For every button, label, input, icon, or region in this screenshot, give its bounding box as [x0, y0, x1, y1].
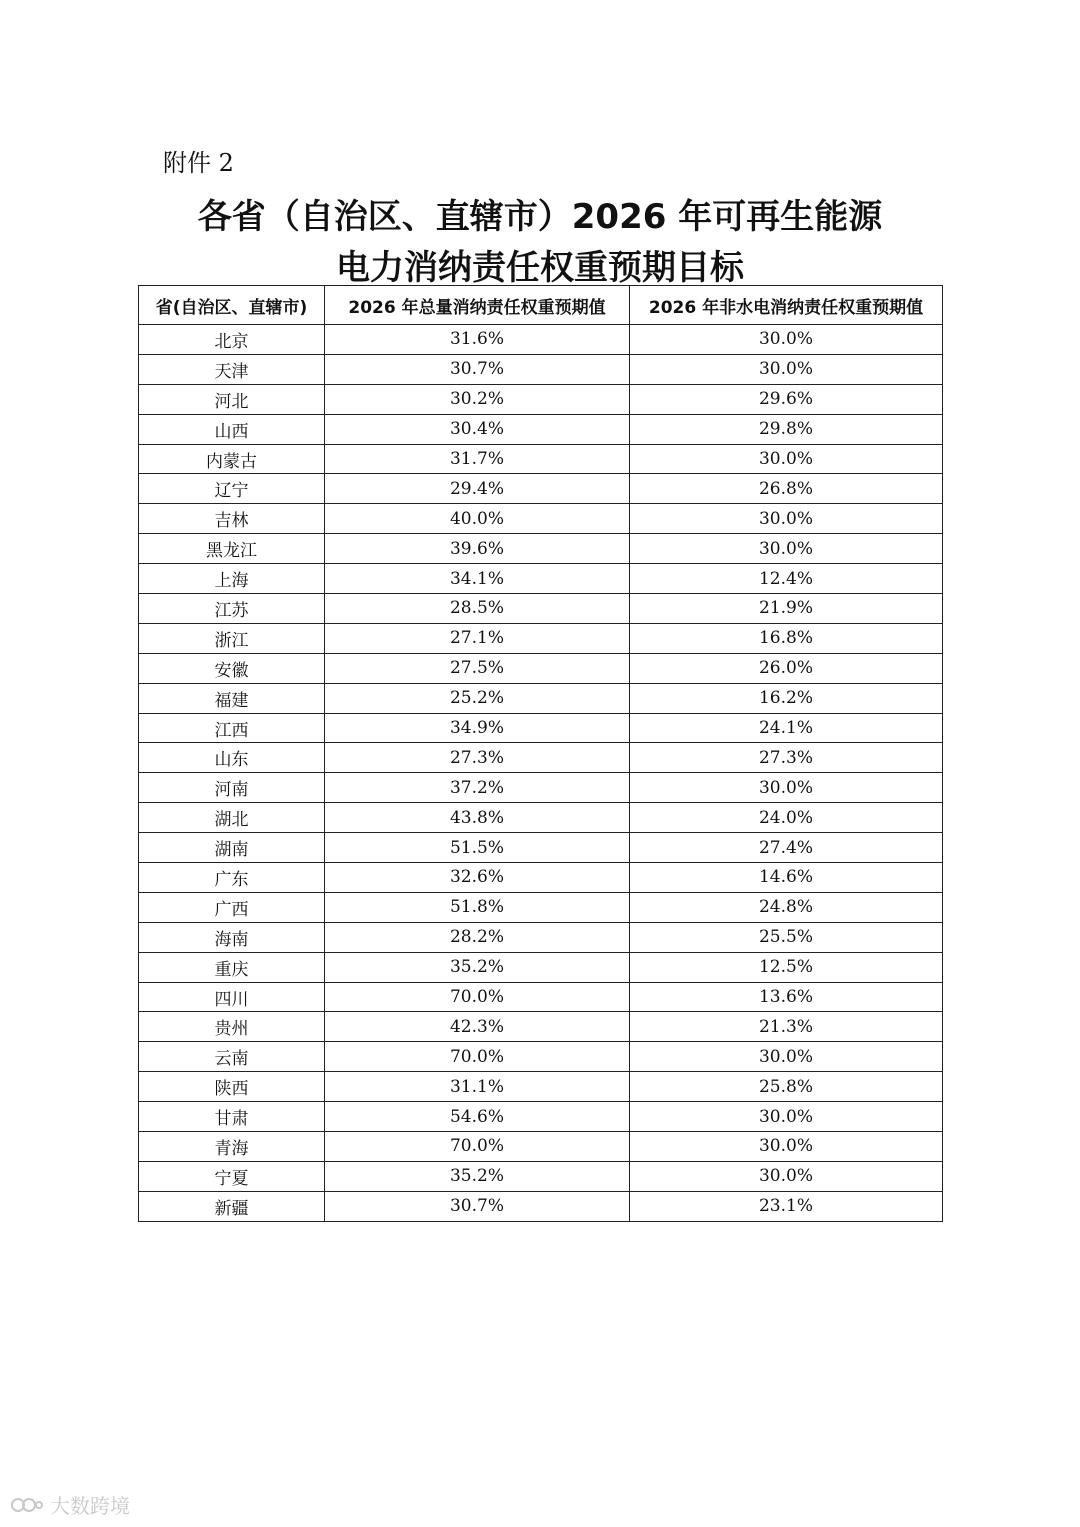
cell-total-weight: 37.2% — [325, 773, 630, 803]
document-title-line-2: 电力消纳责任权重预期目标 — [336, 248, 744, 288]
table-row — [139, 773, 943, 803]
cell-total-weight: 70.0% — [325, 1132, 630, 1162]
cell-province: 山东 — [139, 743, 325, 773]
cell-non-hydro-weight: 25.5% — [630, 922, 943, 952]
cell-total-weight: 31.7% — [325, 444, 630, 474]
cell-total-weight: 70.0% — [325, 1042, 630, 1072]
cell-total-weight: 35.2% — [325, 952, 630, 982]
cell-province: 河北 — [139, 384, 325, 414]
table-row — [139, 743, 943, 773]
table-row — [139, 713, 943, 743]
cell-province: 新疆 — [139, 1191, 325, 1221]
cell-total-weight: 27.1% — [325, 623, 630, 653]
table-row — [139, 384, 943, 414]
header-province: 省(自治区、直辖市) — [139, 286, 325, 325]
cell-non-hydro-weight: 25.8% — [630, 1072, 943, 1102]
table-row — [139, 982, 943, 1012]
cell-non-hydro-weight: 30.0% — [630, 504, 943, 534]
cell-province: 浙江 — [139, 623, 325, 653]
table-row — [139, 683, 943, 713]
watermark-text: 大数跨境 — [50, 1494, 130, 1518]
cell-total-weight: 27.5% — [325, 653, 630, 683]
table-row — [139, 1042, 943, 1072]
cell-province: 江西 — [139, 713, 325, 743]
cell-non-hydro-weight: 27.4% — [630, 833, 943, 863]
cell-total-weight: 25.2% — [325, 683, 630, 713]
cell-total-weight: 31.1% — [325, 1072, 630, 1102]
table-row — [139, 1102, 943, 1132]
cell-total-weight: 42.3% — [325, 1012, 630, 1042]
cell-province: 四川 — [139, 982, 325, 1012]
cell-non-hydro-weight: 26.8% — [630, 474, 943, 504]
table-header-row — [139, 286, 943, 325]
cell-non-hydro-weight: 12.4% — [630, 564, 943, 594]
cell-province: 上海 — [139, 564, 325, 594]
cell-non-hydro-weight: 14.6% — [630, 863, 943, 893]
weights-table — [138, 285, 943, 1222]
table-row — [139, 354, 943, 384]
cell-total-weight: 32.6% — [325, 863, 630, 893]
table-row — [139, 803, 943, 833]
document-title-line-1: 各省（自治区、直辖市）2026 年可再生能源 — [197, 197, 883, 237]
cell-total-weight: 28.5% — [325, 594, 630, 624]
table-row — [139, 833, 943, 863]
cell-total-weight: 30.7% — [325, 1191, 630, 1221]
cell-non-hydro-weight: 30.0% — [630, 444, 943, 474]
cell-non-hydro-weight: 30.0% — [630, 325, 943, 355]
table-row — [139, 534, 943, 564]
cell-non-hydro-weight: 12.5% — [630, 952, 943, 982]
cell-non-hydro-weight: 29.8% — [630, 414, 943, 444]
cell-province: 广东 — [139, 863, 325, 893]
watermark — [10, 1490, 130, 1519]
cell-non-hydro-weight: 16.2% — [630, 683, 943, 713]
cell-province: 湖南 — [139, 833, 325, 863]
cell-province: 黑龙江 — [139, 534, 325, 564]
cell-non-hydro-weight: 30.0% — [630, 1042, 943, 1072]
cell-total-weight: 28.2% — [325, 922, 630, 952]
cell-province: 江苏 — [139, 594, 325, 624]
cell-province: 重庆 — [139, 952, 325, 982]
cell-province: 青海 — [139, 1132, 325, 1162]
cell-province: 吉林 — [139, 504, 325, 534]
cell-province: 宁夏 — [139, 1161, 325, 1191]
cell-non-hydro-weight: 26.0% — [630, 653, 943, 683]
attachment-label: 附件 2 — [163, 149, 234, 177]
cell-province: 湖北 — [139, 803, 325, 833]
cell-province: 辽宁 — [139, 474, 325, 504]
table-row — [139, 1161, 943, 1191]
table-row — [139, 653, 943, 683]
table-row — [139, 1072, 943, 1102]
cell-total-weight: 29.4% — [325, 474, 630, 504]
cell-non-hydro-weight: 24.0% — [630, 803, 943, 833]
table-row — [139, 504, 943, 534]
table-row — [139, 623, 943, 653]
cell-province: 广西 — [139, 892, 325, 922]
table-row — [139, 863, 943, 893]
table-row — [139, 922, 943, 952]
cell-non-hydro-weight: 24.1% — [630, 713, 943, 743]
cell-total-weight: 43.8% — [325, 803, 630, 833]
cell-province: 福建 — [139, 683, 325, 713]
cell-province: 天津 — [139, 354, 325, 384]
cell-total-weight: 35.2% — [325, 1161, 630, 1191]
cell-province: 山西 — [139, 414, 325, 444]
cell-province: 贵州 — [139, 1012, 325, 1042]
cell-total-weight: 27.3% — [325, 743, 630, 773]
table-row — [139, 1012, 943, 1042]
cell-non-hydro-weight: 30.0% — [630, 773, 943, 803]
table-row — [139, 325, 943, 355]
table-row — [139, 564, 943, 594]
cell-province: 甘肃 — [139, 1102, 325, 1132]
cell-total-weight: 30.4% — [325, 414, 630, 444]
cell-non-hydro-weight: 21.9% — [630, 594, 943, 624]
cell-province: 安徽 — [139, 653, 325, 683]
cell-total-weight: 54.6% — [325, 1102, 630, 1132]
cell-non-hydro-weight: 30.0% — [630, 354, 943, 384]
cell-non-hydro-weight: 30.0% — [630, 534, 943, 564]
cell-total-weight: 34.1% — [325, 564, 630, 594]
cell-non-hydro-weight: 16.8% — [630, 623, 943, 653]
table-row — [139, 594, 943, 624]
cell-total-weight: 51.5% — [325, 833, 630, 863]
cell-province: 河南 — [139, 773, 325, 803]
cell-total-weight: 40.0% — [325, 504, 630, 534]
cell-total-weight: 70.0% — [325, 982, 630, 1012]
cell-total-weight: 30.2% — [325, 384, 630, 414]
cell-province: 陕西 — [139, 1072, 325, 1102]
table-row — [139, 892, 943, 922]
watermark-logo-icon — [10, 1494, 44, 1516]
cell-province: 海南 — [139, 922, 325, 952]
cell-non-hydro-weight: 13.6% — [630, 982, 943, 1012]
cell-non-hydro-weight: 30.0% — [630, 1161, 943, 1191]
table-row — [139, 1191, 943, 1221]
cell-province: 北京 — [139, 325, 325, 355]
cell-province: 云南 — [139, 1042, 325, 1072]
cell-total-weight: 34.9% — [325, 713, 630, 743]
cell-non-hydro-weight: 23.1% — [630, 1191, 943, 1221]
table-row — [139, 1132, 943, 1162]
cell-non-hydro-weight: 29.6% — [630, 384, 943, 414]
cell-total-weight: 31.6% — [325, 325, 630, 355]
header-non-hydro-weight: 2026 年非水电消纳责任权重预期值 — [630, 286, 943, 325]
header-total-weight: 2026 年总量消纳责任权重预期值 — [325, 286, 630, 325]
table-row — [139, 444, 943, 474]
table-row — [139, 414, 943, 444]
table-row — [139, 952, 943, 982]
cell-total-weight: 51.8% — [325, 892, 630, 922]
table-row — [139, 474, 943, 504]
cell-total-weight: 39.6% — [325, 534, 630, 564]
cell-non-hydro-weight: 30.0% — [630, 1102, 943, 1132]
cell-total-weight: 30.7% — [325, 354, 630, 384]
cell-province: 内蒙古 — [139, 444, 325, 474]
cell-non-hydro-weight: 30.0% — [630, 1132, 943, 1162]
cell-non-hydro-weight: 21.3% — [630, 1012, 943, 1042]
cell-non-hydro-weight: 27.3% — [630, 743, 943, 773]
cell-non-hydro-weight: 24.8% — [630, 892, 943, 922]
